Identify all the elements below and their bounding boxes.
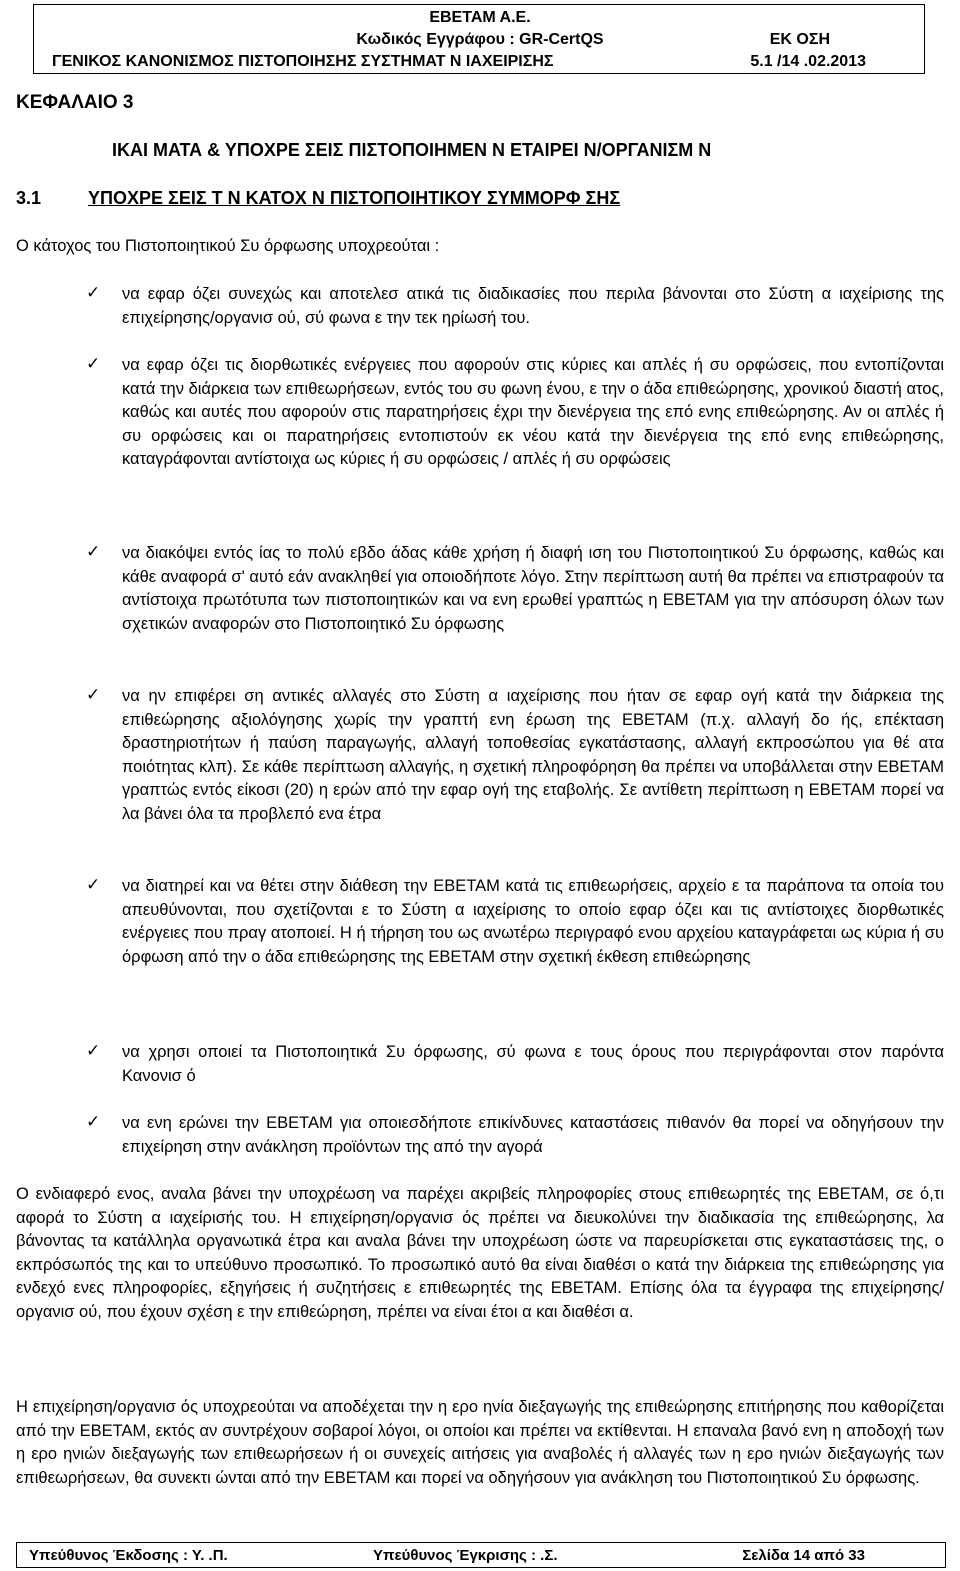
body-paragraph: Ο ενδιαφερό ενος, αναλα βάνει την υποχρέωση να παρέχει ακριβείς πληροφορίες στους επιθεωρητές της ΕΒΕΤΑΜ, σε ό,τι αφορά το Σύστη α ιαχείρισής του. Η επιχείρηση/οργανισ ός πρέπει να διευκολύνει την διαδικασία της επιθεώρησης, λα βάνοντας τα κατάλληλα οργανωτικά έτρα και αναλα βάνει την υποχρέωση ώστε να παρευρίσκεται στις εγκαταστάσεις της, ο εκπρόσωπός της και το υπεύθυνο προσωπικό. Το προσωπικό αυτό θα είναι διαθέσι ο κατά την διάρκεια της επιθεώρησης για ενδεχό ενες πληροφορίες, εξηγήσεις ή συζητήσεις ε επιθεωρητές της ΕΒΕΤΑΜ. Επίσης όλα τα έγγραφα της επιχείρησης/οργανισ ού, που έχουν σχέση ε την επιθεώρηση, πρέπει να είναι έτοι α και διαθέσι α.	[16, 1185, 944, 1321]
list-item-text: να εφαρ όζει συνεχώς και αποτελεσ ατικά τις διαδικασίες που περιλα βάνονται στο Σύστη α ιαχείρισης της επιχείρησης/οργανισ ού, σύ φωνα ε την τεκ ηρίωσή του.	[122, 285, 944, 327]
checkmark-icon: ✓	[86, 875, 101, 894]
document-header	[33, 4, 925, 74]
checkmark-icon: ✓	[86, 685, 101, 704]
chapter-heading: ΚΕΦΑΛΑΙΟ 3	[16, 92, 134, 113]
intro-paragraph: Ο κάτοχος του Πιστοποιητικού Συ όρφωσης υποχρεούται :	[16, 237, 440, 255]
header-edition-label: ΕΚ ΟΣΗ	[769, 31, 830, 48]
list-item	[86, 1041, 944, 1088]
list-item	[86, 283, 944, 330]
header-title: ΓΕΝΙΚΟΣ ΚΑΝΟΝΙΣΜΟΣ ΠΙΣΤΟΠΟΙΗΣΗΣ ΣΥΣΤΗΜΑΤ Ν ΙΑΧΕΙΡΙΣΗΣ	[52, 53, 554, 70]
list-item	[86, 875, 944, 969]
list-item-text: να διακόψει εντός ίας το πολύ εβδο άδας κάθε χρήση ή διαφή ιση του Πιστοποιητικού Συ όρφωσης, καθώς και κάθε αναφορά σ' αυτό εάν ανακληθεί για οποιοδήποτε λόγο. Στην περίπτωση αυτή θα πρέπει να επιστραφούν τα αντίστοιχα πρωτότυπα των πιστοποιητικών και να ενη ερωθεί γραπτώς η ΕΒΕΤΑΜ για την απόσυρση όλων των σχετικών αναφορών στο Πιστοποιητικό Συ όρφωσης	[122, 544, 944, 633]
list-item	[86, 542, 944, 636]
subsection-title	[16, 188, 620, 209]
header-org: ΕΒΕΤΑΜ Α.Ε.	[429, 9, 531, 26]
subsection-number: 3.1	[16, 188, 42, 208]
section-title: ΙΚΑΙ ΜΑΤΑ & ΥΠΟΧΡΕ ΣΕΙΣ ΠΙΣΤΟΠΟΙΗΜΕΝ Ν ΕΤΑΙΡΕΙ Ν/ΟΡΓΑΝΙΣΜ Ν	[112, 140, 712, 160]
header-edition: 5.1 /14 .02.2013	[750, 53, 866, 70]
header-code: Κωδικός Εγγράφου : GR-CertQS	[356, 31, 604, 48]
document-footer	[16, 1542, 946, 1568]
list-item-text: να χρησι οποιεί τα Πιστοποιητικά Συ όρφωσης, σύ φωνα ε τους όρους που περιγράφονται στον παρόντα Κανονισ ό	[122, 1043, 944, 1085]
list-item	[86, 685, 944, 826]
checkmark-icon: ✓	[86, 354, 101, 373]
checkmark-icon: ✓	[86, 542, 101, 561]
footer-page-number: Σελίδα 14 από 33	[742, 1547, 865, 1564]
checkmark-icon: ✓	[86, 1112, 101, 1131]
subsection-text: ΥΠΟΧΡΕ ΣΕΙΣ Τ Ν ΚΑΤΟΧ Ν ΠΙΣΤΟΠΟΙΗΤΙΚΟΥ ΣΥΜΜΟΡΦ ΣΗΣ	[88, 188, 621, 208]
footer-issuer: Υπεύθυνος Έκδοσης : Υ. .Π.	[29, 1547, 228, 1564]
list-item	[86, 1112, 944, 1159]
body-paragraph: Η επιχείρηση/οργανισ ός υποχρεούται να αποδέχεται την η ερο ηνία διεξαγωγής της επιθεώρησης επιτήρησης που καθορίζεται από την ΕΒΕΤΑΜ, εκτός αν συντρέχουν σοβαροί λόγοι, οι οποίοι και πρέπει να εκτίθενται. Η επαναλα βανό ενη η αποδοχή των η ερο ηνιών διεξαγωγής των επιθεωρήσεων ή οι συνεχείς αιτήσεις για αναβολές ή αλλαγές των η ερο ηνιών διεξαγωγής των επιθεωρήσεων, θα συνεκτι ώνται από την ΕΒΕΤΑΜ και πορεί να οδηγήσουν για ανάκληση του Πιστοποιητικού Συ όρφωσης.	[16, 1398, 944, 1487]
list-item-text: να ην επιφέρει ση αντικές αλλαγές στο Σύστη α ιαχείρισης που ήταν σε εφαρ ογή κατά την διάρκεια της επιθεώρησης αξιολόγησης χωρίς την γραπτή ενη έρωση της ΕΒΕΤΑΜ (π.χ. αλλαγή δο ής, επέκταση δραστηριοτήτων ή παύση παραγωγής, αλλαγή τοποθεσίας εγκατάστασης, αλλαγή εκπροσώπου για θέ ατα ποιότητας κλπ). Σε κάθε περίπτωση αλλαγής, η σχετική πληροφόρηση θα πρέπει να υποβάλλεται στην ΕΒΕΤΑΜ γραπτώς εντός είκοσι (20) η ερών από την εφαρ ογή της εταβολής. Σε αντίθετη περίπτωση η ΕΒΕΤΑΜ πορεί να λα βάνει όλα τα προβλεπό ενα έτρα	[122, 687, 944, 823]
checkmark-icon: ✓	[86, 283, 101, 302]
list-item	[86, 354, 944, 472]
list-item-text: να διατηρεί και να θέτει στην διάθεση την ΕΒΕΤΑΜ κατά τις επιθεωρήσεις, αρχείο ε τα παράπονα τα οποία του απευθύνονται, που σχετίζονται ε το Σύστη α ιαχείρισης το οποίο εφαρ όζει και τις αντίστοιχες διορθωτικές ενέργειες που πραγ ατοποιεί. Η ή τήρηση του ως ανωτέρω περιγραφό ενου αρχείου καταγράφεται ως κύρια ή συ όρφωση από την ο άδα επιθεώρησης της ΕΒΕΤΑΜ στην σχετική έκθεση επιθεώρησης	[122, 877, 944, 966]
checkmark-icon: ✓	[86, 1041, 101, 1060]
list-item-text: να ενη ερώνει την ΕΒΕΤΑΜ για οποιεσδήποτε επικίνδυνες καταστάσεις πιθανόν θα πορεί να οδηγήσουν την επιχείρηση στην ανάκληση προϊόντων της από την αγορά	[122, 1114, 944, 1156]
footer-approver: Υπεύθυνος Έγκρισης : .Σ.	[373, 1547, 558, 1564]
list-item-text: να εφαρ όζει τις διορθωτικές ενέργειες που αφορούν στις κύριες και απλές ή συ ορφώσεις, που εντοπίζονται κατά την διάρκεια των επιθεωρήσεων, εντός του συ φωνη ένου, ε την ο άδα επιθεώρησης, χρονικού διαστή ατος, καθώς και αυτές που αφορούν στις παρατηρήσεις έχρι την διενέργεια της επό ενης επιθεώρησης. Αν οι απλές ή συ ορφώσεις και οι παρατηρήσεις εντοπιστούν εκ νέου κατά την διενέργεια της επό ενης επιθεώρησης, καταγράφονται αντίστοιχα ως κύριες ή συ ορφώσεις / απλές ή συ ορφώσεις	[122, 356, 944, 468]
